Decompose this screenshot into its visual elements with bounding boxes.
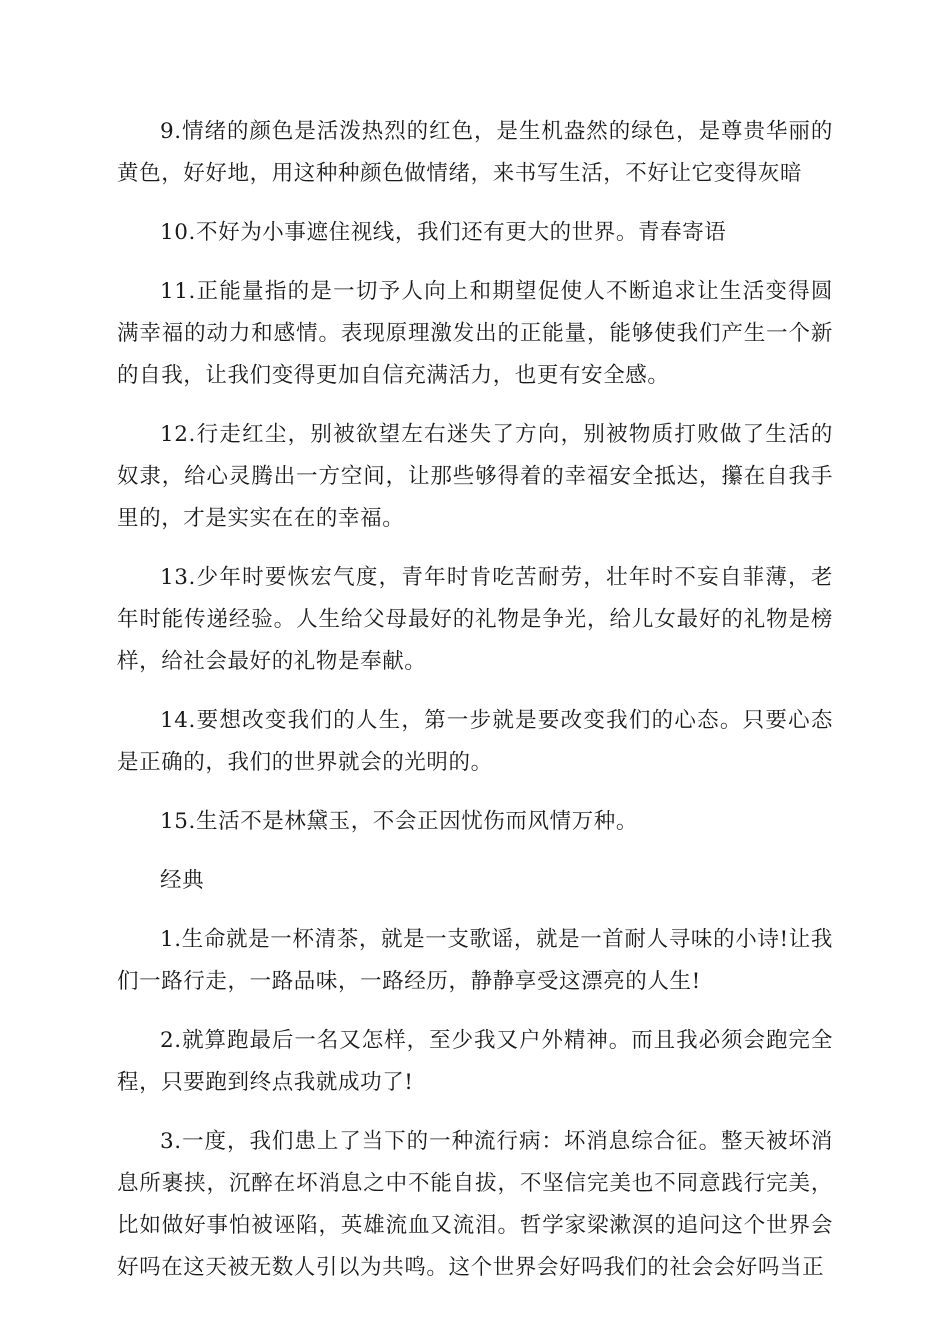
paragraph-10: 10.不好为小事遮住视线，我们还有更大的世界。青春寄语 <box>160 220 727 245</box>
paragraph-9: 9.情绪的颜色是活泼热烈的红色，是生机盎然的绿色，是尊贵华丽的黄色，好好地，用这种种颜色做情绪，来书写生活，不好让它变得灰暗 <box>117 119 833 186</box>
paragraph-classic-2: 2.就算跑最后一名又怎样，至少我又户外精神。而且我必须会跑完全程，只要跑到终点我就成功了! <box>117 1028 833 1095</box>
paragraph-11: 11.正能量指的是一切予人向上和期望促使人不断追求让生活变得圆满幸福的动力和感情。表现原理激发出的正能量，能够使我们产生一个新的自我，让我们变得更加自信充满活力，也更有安全感。 <box>117 279 833 388</box>
paragraph-15: 15.生活不是林黛玉，不会正因忧伤而风情万种。 <box>160 809 638 834</box>
section-heading: 经典 <box>160 868 205 893</box>
paragraph-classic-1: 1.生命就是一杯清茶，就是一支歌谣，就是一首耐人寻味的小诗!让我们一路行走，一路品味，一路经历，静静享受这漂亮的人生! <box>117 927 833 994</box>
paragraph-13: 13.少年时要恢宏气度，青年时肯吃苦耐劳，壮年时不妄自菲薄，老年时能传递经验。人生给父母最好的礼物是争光，给儿女最好的礼物是榜样，给社会最好的礼物是奉献。 <box>117 565 833 674</box>
paragraph-14: 14.要想改变我们的人生，第一步就是要改变我们的心态。只要心态是正确的，我们的世界就会的光明的。 <box>117 708 833 775</box>
document-page <box>117 111 833 1306</box>
paragraph-12: 12.行走红尘，别被欲望左右迷失了方向，别被物质打败做了生活的奴隶，给心灵腾出一方空间，让那些够得着的幸福安全抵达，攥在自我手里的，才是实实在在的幸福。 <box>117 422 833 531</box>
paragraph-classic-3: 3.一度，我们患上了当下的一种流行病：坏消息综合征。整天被坏消息所裹挟，沉醉在坏消息之中不能自拔，不坚信完美也不同意践行完美，比如做好事怕被诬陷，英雄流血又流泪。哲学家梁漱溟的追问这个世界会好吗在这天被无数人引以为共鸣。这个世界会好吗我们的社会会好吗当正 <box>117 1129 833 1280</box>
